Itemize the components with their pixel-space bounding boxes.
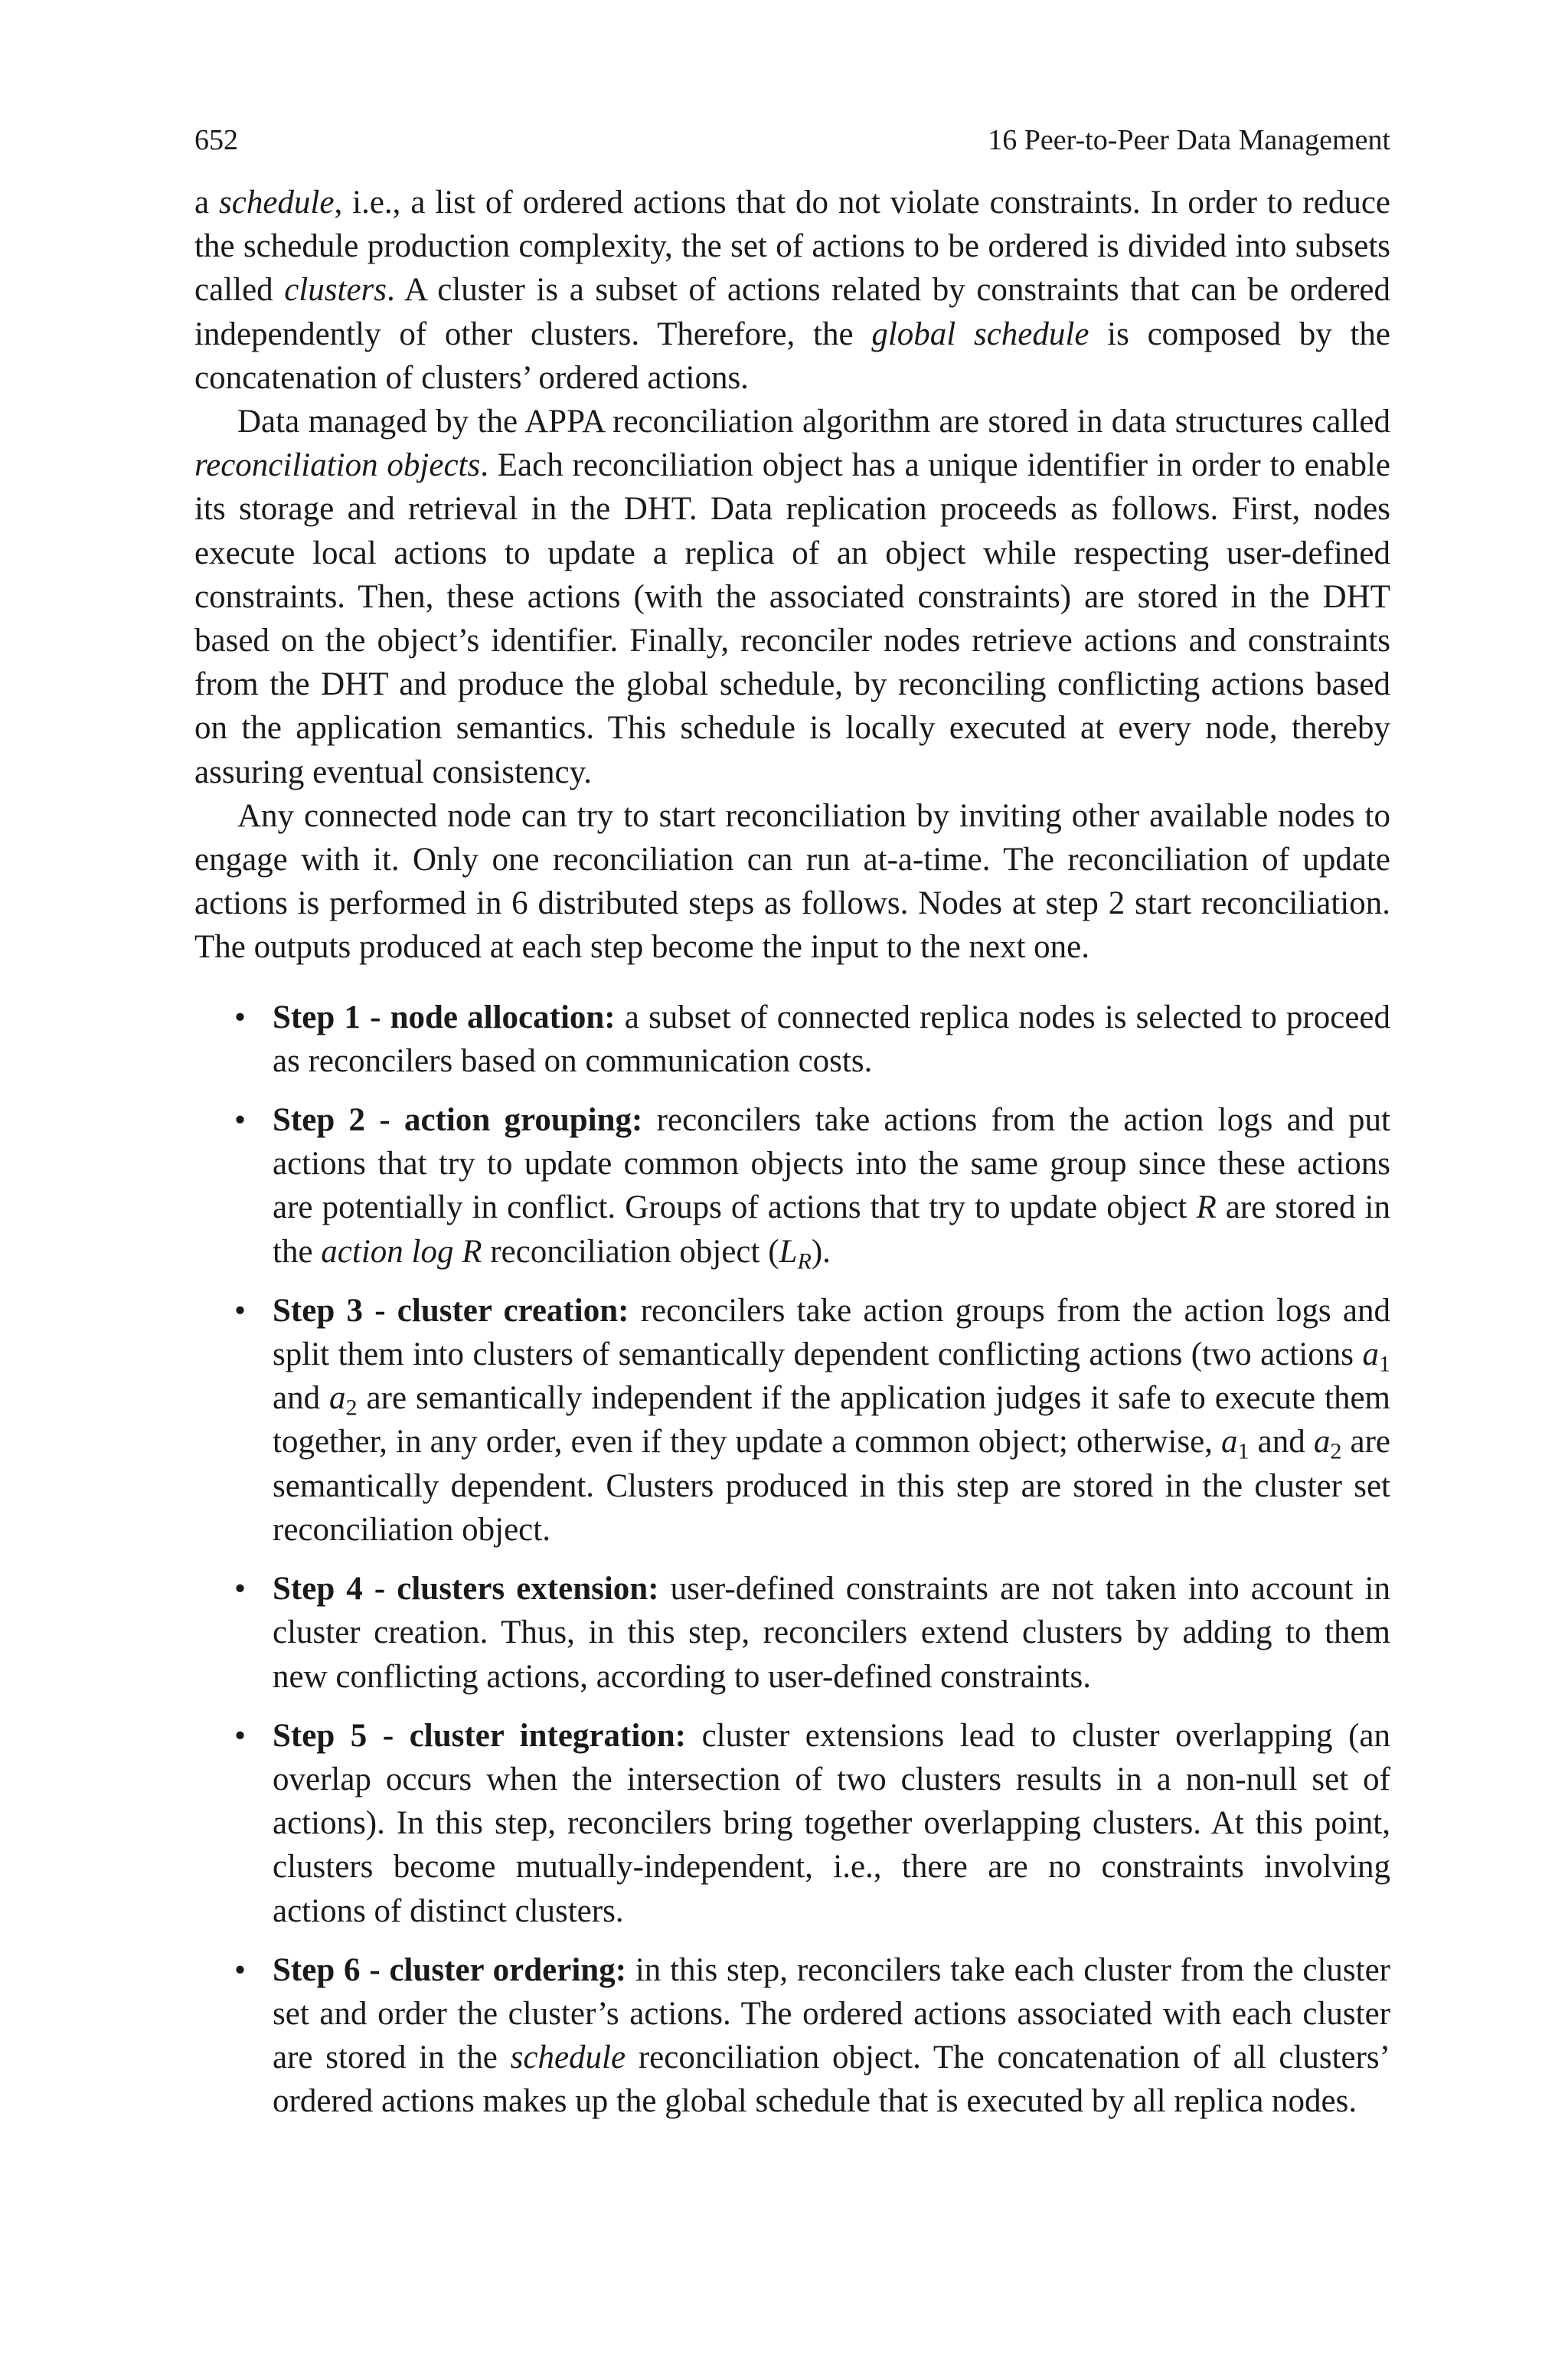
chapter-title: 16 Peer-to-Peer Data Management	[988, 124, 1390, 156]
text-run: , i.e., a list of ordered actions that do not violate constraints. In order to reduce the schedule production complexity, the set of actions to be ordered is divided into subsets called	[194, 185, 1390, 309]
bullet-icon: •	[234, 1571, 247, 1608]
text-run: . Each reconciliation object has a unique identifier in order to enable its storage and retrieval in the DHT. Data replication proceeds as follows. First, nodes execute local actions to update a replica of an object while respecting user-defined constraints. Then, these actions (with the associated constraints) are stored in the DHT based on the object’s identifier. Finally, reconciler nodes retrieve actions and constraints from the DHT and produce the global schedule, by reconciling conflicting actions based on the application semantics. This schedule is locally executed at every node, thereby assuring eventual consistency.	[194, 447, 1390, 790]
math-var: R	[1196, 1189, 1217, 1226]
page-number: 652	[194, 124, 238, 156]
book-page	[194, 123, 1390, 2139]
step-title: Step 4 - clusters extension:	[273, 1571, 659, 1608]
steps-list	[194, 996, 1390, 2124]
math-subscript: 2	[345, 1394, 358, 1421]
math-var: a	[1313, 1424, 1331, 1460]
step-2	[194, 1098, 1390, 1274]
paragraph-2	[194, 400, 1390, 794]
step-text: a subset of connected replica nodes is selected to proceed as reconcilers based on communication costs.	[273, 999, 1391, 1079]
step-text: and	[273, 1380, 330, 1417]
math-subscript: R	[797, 1248, 812, 1274]
step-text: user-defined constraints are not taken into account in cluster creation. Thus, in this step, reconcilers extend clusters by adding to them new conflicting actions, according to user-defined constraints.	[273, 1571, 1390, 1695]
text-run: Any connected node can try to start reconciliation by inviting other available nodes to engage with it. Only one reconciliation can run at-a-time. The reconciliation of update actions is performed in 6 distributed steps as follows. Nodes at step 2 start reconciliation. The outputs produced at each step become the input to the next one.	[194, 797, 1390, 966]
math-var: L	[779, 1233, 798, 1270]
math-var: a	[329, 1380, 346, 1417]
step-title: Step 6 - cluster ordering:	[273, 1951, 627, 1988]
term-schedule: schedule	[219, 185, 335, 221]
step-6	[194, 1948, 1390, 2124]
bullet-icon: •	[234, 1717, 247, 1754]
step-title: Step 3 - cluster creation:	[273, 1292, 629, 1329]
step-3	[194, 1289, 1390, 1552]
step-title: Step 2 - action grouping:	[273, 1102, 643, 1139]
text-run: a	[194, 185, 220, 221]
step-text: and	[1249, 1424, 1314, 1460]
math-var: a	[1362, 1336, 1379, 1373]
paragraph-3	[194, 794, 1390, 970]
bullet-icon: •	[234, 999, 247, 1035]
step-text: are semantically independent if the application judges it safe to execute them together, in any order, even if they update a common object; otherwise,	[273, 1380, 1390, 1460]
step-text: reconcilers take actions from the action logs and put actions that try to update common objects into the same group since these actions are potentially in conflict. Groups of actions that try to update object	[273, 1102, 1391, 1226]
step-text: reconcilers take action groups from the action logs and split them into clusters of semantically dependent conflicting actions (two actions	[273, 1292, 1390, 1373]
text-run: . A cluster is a subset of actions related by constraints that can be ordered independently of other clusters. Therefore, the	[194, 272, 1390, 352]
running-head	[194, 123, 1390, 167]
term-reconciliation-objects: reconciliation objects	[194, 447, 481, 484]
step-text: reconciliation object. The concatenation of all clusters’ ordered actions makes up the global schedule that is executed by all replica nodes.	[273, 2039, 1390, 2120]
math-subscript: 2	[1330, 1438, 1342, 1464]
term-global-schedule: global schedule	[871, 316, 1089, 352]
step-title: Step 5 - cluster integration:	[273, 1717, 687, 1754]
text-run: is composed by the concatenation of clusters’ ordered actions.	[194, 316, 1390, 396]
step-title: Step 1 - node allocation:	[273, 999, 616, 1035]
step-text: ).	[811, 1233, 831, 1270]
bullet-icon: •	[234, 1102, 247, 1139]
term-action-log: action log R	[321, 1233, 482, 1270]
math-subscript: 1	[1237, 1438, 1250, 1464]
step-5	[194, 1714, 1390, 1933]
term-clusters: clusters	[284, 272, 387, 309]
math-subscript: 1	[1378, 1350, 1390, 1377]
step-text: are stored in the	[273, 1189, 1390, 1270]
body-text	[194, 181, 1390, 2124]
paragraph-1	[194, 181, 1390, 400]
term-schedule: schedule	[510, 2039, 626, 2076]
step-text: reconciliation object (	[482, 1233, 779, 1270]
math-var: a	[1221, 1424, 1238, 1460]
step-text: cluster extensions lead to cluster overlapping (an overlap occurs when the intersection of two clusters results in a non-null set of actions). In this step, reconcilers bring together overlapping clusters. At this point, clusters become mutually-independent, i.e., there are no constraints involving actions of distinct clusters.	[273, 1717, 1390, 1929]
bullet-icon: •	[234, 1951, 247, 1988]
step-text: are semantically dependent. Clusters produced in this step are stored in the cluster set reconciliation object.	[273, 1424, 1390, 1548]
step-4	[194, 1567, 1390, 1699]
step-text: in this step, reconcilers take each cluster from the cluster set and order the cluster’s actions. The ordered actions associated with each cluster are stored in the	[273, 1951, 1390, 2076]
bullet-icon: •	[234, 1292, 247, 1329]
step-1	[194, 996, 1390, 1083]
text-run: Data managed by the APPA reconciliation algorithm are stored in data structures called	[237, 404, 1390, 440]
